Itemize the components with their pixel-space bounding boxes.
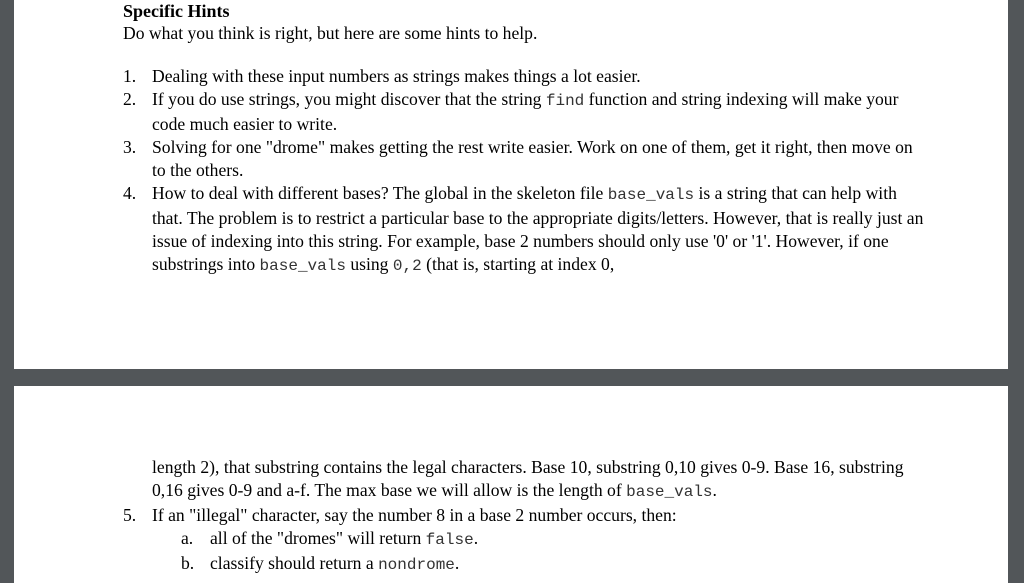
hint-number: 4.	[123, 183, 137, 203]
sub-label: a.	[181, 528, 194, 548]
hint-item-4	[123, 182, 928, 278]
hints-list-continued	[123, 504, 928, 577]
sub-text: classify should return a	[210, 553, 379, 573]
intro-text: Do what you think is right, but here are some hints to help.	[123, 23, 538, 43]
hint-text: length 2), that substring contains the legal characters. Base 10, substring 0,10 gives 0-9. Base 16, substring 0,16 gives 0-9 and a-f. The max base we will allow is the length of	[152, 457, 904, 500]
hint-text: How to deal with different bases? The global in the skeleton file	[152, 183, 608, 203]
hint-4-continuation	[123, 456, 928, 504]
hint-item-5	[123, 504, 928, 577]
inline-code: base_vals	[607, 186, 695, 204]
sub-list	[181, 527, 928, 577]
document-page-2	[14, 386, 1008, 583]
hint-text: Solving for one "drome" makes getting the rest write easier. Work on one of them, get it right, then move on to the others.	[152, 137, 913, 180]
hint-item-2	[123, 88, 928, 136]
hint-text: .	[712, 480, 717, 500]
hint-number: 2.	[123, 89, 137, 109]
sub-text: .	[473, 528, 479, 548]
hint-text: Dealing with these input numbers as strings makes things a lot easier.	[152, 66, 641, 86]
inline-code: base_vals	[259, 257, 346, 275]
page-1-content	[123, 0, 928, 278]
hint-text: (that is, starting at index 0,	[421, 254, 615, 274]
hint-text: is a string that can help with that. The problem is to restrict a particular base to the appropriate digits/letters. However, that is really just an issue of indexing into this string. For example, base 2 numbers should only use '0' or '1'. However, if one substrings into	[152, 183, 924, 274]
hint-item-1	[123, 65, 928, 88]
inline-code: base_vals	[626, 483, 713, 501]
hint-number: 1.	[123, 66, 137, 86]
sub-item-b	[181, 552, 928, 577]
inline-code: find	[545, 92, 585, 110]
section-heading: Specific Hints	[123, 1, 230, 21]
sub-text: .	[454, 553, 460, 573]
hint-number: 5.	[123, 505, 137, 525]
hint-text: If an "illegal" character, say the number 8 in a base 2 number occurs, then:	[152, 505, 677, 525]
hint-text: function and string indexing will make your code much easier to write.	[152, 89, 899, 134]
inline-code: false	[425, 531, 474, 549]
hint-item-3	[123, 136, 928, 182]
hint-text: If you do use strings, you might discover that the string	[152, 89, 546, 109]
page-2-content	[123, 456, 928, 577]
sub-item-a	[181, 527, 928, 552]
hint-number: 3.	[123, 137, 137, 157]
hints-list	[123, 65, 928, 278]
inline-code: nondrome	[378, 556, 455, 574]
sub-text: all of the "dromes" will return	[210, 528, 426, 548]
sub-label: b.	[181, 553, 195, 573]
hint-text: using	[345, 254, 393, 274]
inline-code: 0,2	[392, 257, 422, 275]
document-page-1	[14, 0, 1008, 369]
